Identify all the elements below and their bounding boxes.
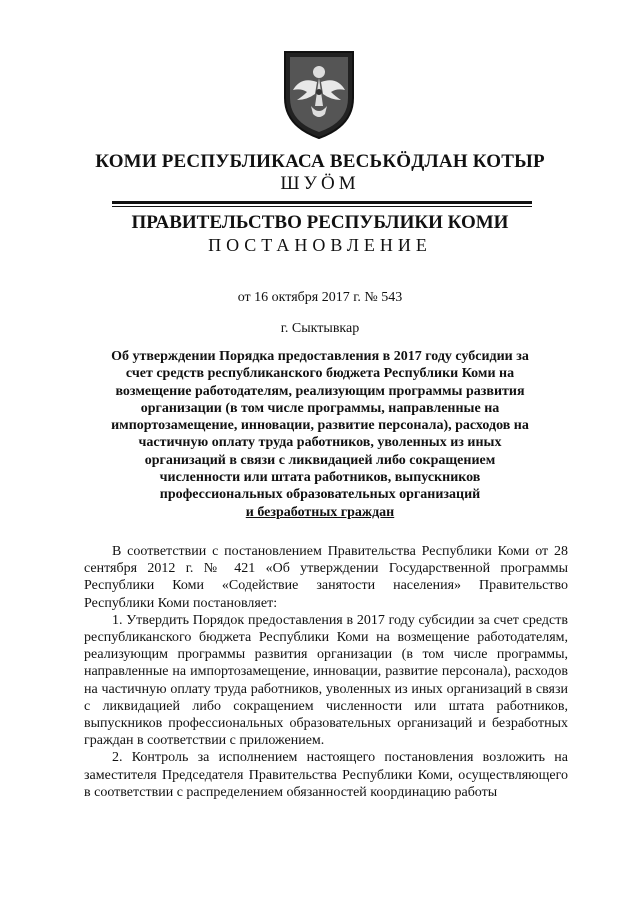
header-divider-thin: [112, 206, 532, 207]
body-paragraph-3: 2. Контроль за исполнением настоящего постановления возложить на заместителя Председателя Правительства Республики Коми, осуществляющего в соответствии с распределением обязанностей координацию работы: [84, 750, 568, 800]
komi-coat-of-arms-icon: [271, 46, 367, 142]
government-title: ПРАВИТЕЛЬСТВО РЕСПУБЛИКИ КОМИ: [131, 212, 509, 233]
komi-decree-label: ШУÖМ: [280, 173, 360, 194]
document-title: [105, 348, 535, 521]
body-paragraph-2: 1. Утвердить Порядок предоставления в 2017 году субсидии за счет средств республиканского бюджета Республики Коми на возмещение работодателям, реализующим программы развития организации (в том числе программы, направленные на импортозамещение, инновации, развитие персонала), расходов на частичную оплату труда работников, уволенных из иных организаций в связи с ликвидацией либо сокращением численности или штата работников, выпускников профессиональных образовательных организаций и безработных граждан в соответствии с приложением.: [84, 612, 568, 749]
header-divider-thick: [112, 201, 532, 204]
body-paragraph-1: В соответствии с постановлением Правительства Республики Коми от 28 сентября 2012 г. № 421 «Об утверждении Государственной программы Республики Коми «Содействие занятости населения» Правительство Республики Коми постановляет:: [84, 544, 568, 611]
komi-government-title: КОМИ РЕСПУБЛИКАСА ВЕСЬКÖДЛАН КОТЫР: [95, 151, 545, 172]
document-title-main: Об утверждении Порядка предоставления в 2017 году субсидии за счет средств республиканского бюджета Республики Коми на возмещение работодателям, реализующим программы развития организации (в том числе программы, направленные на импортозамещение, инновации, развитие персонала), расходов на частичную оплату труда работников, уволенных из иных организаций в связи с ликвидацией либо сокращением численности или штата работников, выпускников профессиональных образовательных организаций: [111, 349, 529, 503]
document-title-underlined: и безработных граждан: [245, 504, 395, 520]
decree-city: г. Сыктывкар: [280, 321, 360, 336]
decree-label: ПОСТАНОВЛЕНИЕ: [208, 235, 432, 255]
document-body: [84, 543, 568, 801]
decree-date-number: от 16 октября 2017 г. № 543: [237, 290, 403, 305]
